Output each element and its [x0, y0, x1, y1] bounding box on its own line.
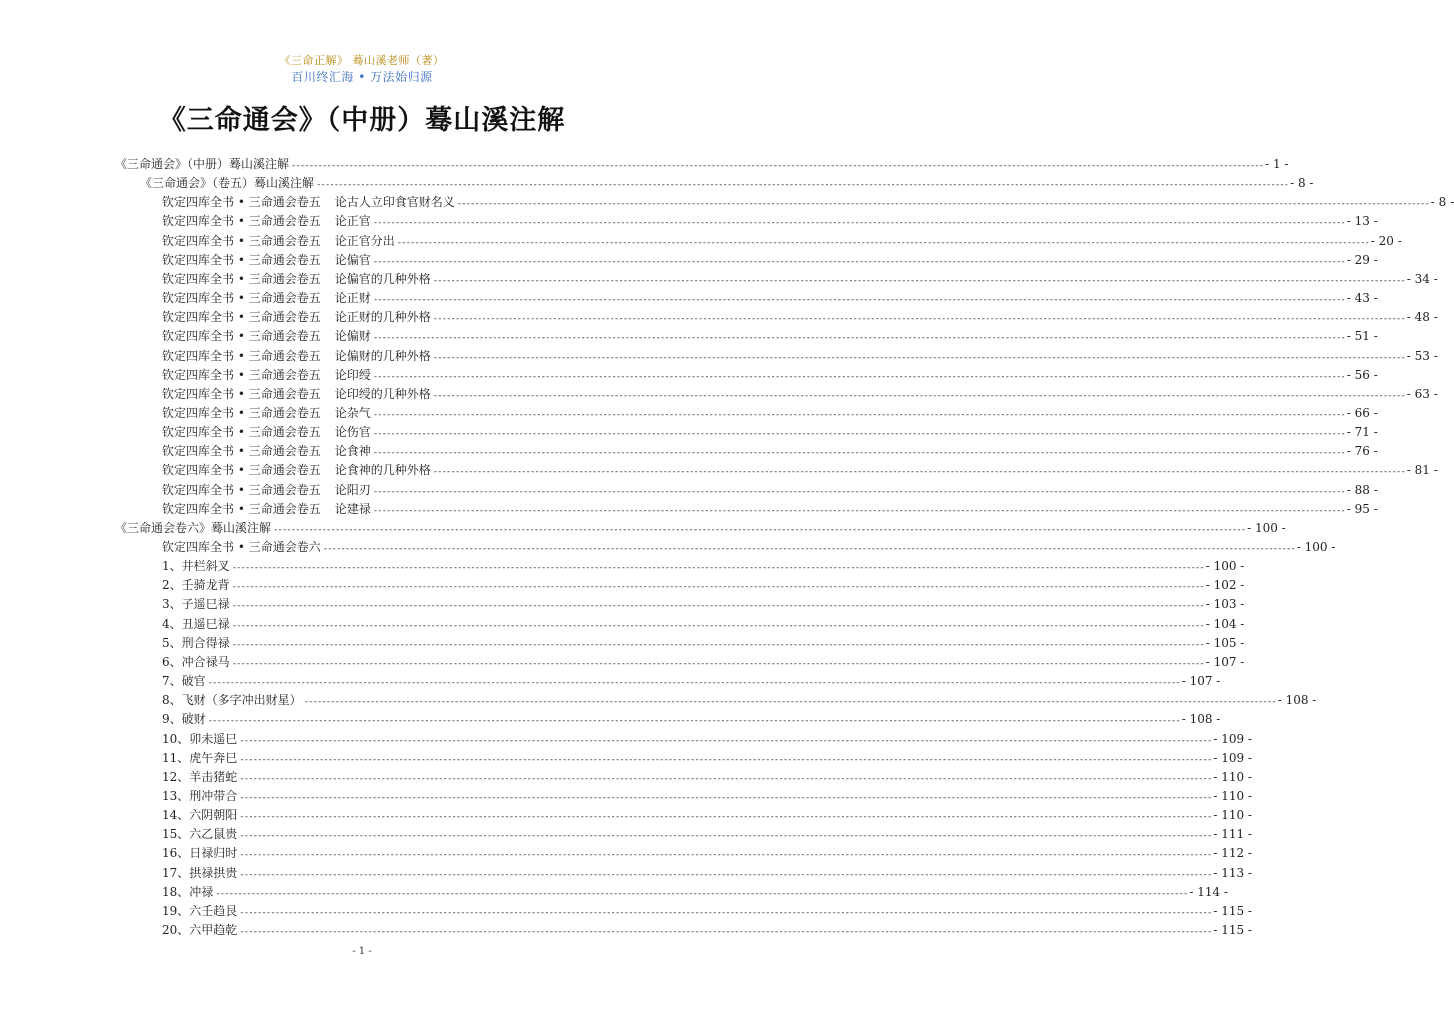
- toc-entry[interactable]: [162, 481, 1378, 500]
- toc-entry-title: 19、六壬趋艮: [162, 903, 238, 918]
- toc-entry-title: 钦定四库全书 • 三命通会卷五: [162, 482, 321, 497]
- toc-entry-title: 8、飞财（多字冲出财星）: [162, 693, 302, 708]
- toc-leader-dashes: ----------------------------------------------------------------------------------------------------------------------------------------------------------------------------------------------------------------------------: [372, 371, 1345, 382]
- toc-entry-title: 20、六甲趋乾: [162, 923, 238, 937]
- toc-entry-title: 11、虎午奔巳: [162, 750, 238, 765]
- toc-entry[interactable]: [162, 634, 1245, 653]
- toc-entry-title: 3、子遥巳禄: [162, 597, 230, 612]
- toc-entry-page-number: - 114 -: [1189, 884, 1228, 899]
- toc-leader-dashes: ----------------------------------------------------------------------------------------------------------------------------------------------------------------------------------------------------------------------------: [231, 620, 1204, 631]
- toc-entry-subtitle: 论古人立印食官财名义: [334, 195, 455, 210]
- toc-entry-subtitle: 论食神: [334, 444, 371, 459]
- toc-entry-page-number: - 53 -: [1406, 348, 1438, 363]
- toc-entry-title: 2、壬骑龙背: [162, 578, 230, 593]
- toc-entry[interactable]: [162, 825, 1252, 844]
- toc-leader-dashes: ----------------------------------------------------------------------------------------------------------------------------------------------------------------------------------------------------------------------------: [239, 792, 1212, 803]
- toc-entry[interactable]: [162, 347, 1438, 366]
- toc-leader-dashes: ----------------------------------------------------------------------------------------------------------------------------------------------------------------------------------------------------------------------------: [432, 275, 1405, 286]
- toc-entry-title: 钦定四库全书 • 三命通会卷五: [162, 425, 321, 440]
- toc-entry-page-number: - 108 -: [1277, 693, 1317, 708]
- toc-entry[interactable]: [162, 844, 1252, 863]
- toc-leader-dashes: ----------------------------------------------------------------------------------------------------------------------------------------------------------------------------------------------------------------------------: [239, 812, 1212, 823]
- toc-entry[interactable]: [162, 193, 1454, 212]
- toc-leader-dashes: ----------------------------------------------------------------------------------------------------------------------------------------------------------------------------------------------------------------------------: [316, 180, 1289, 191]
- toc-entry[interactable]: [162, 442, 1378, 461]
- toc-entry-subtitle: 论杂气: [334, 405, 371, 420]
- toc-entry-page-number: - 88 -: [1346, 482, 1378, 497]
- toc-entry-page-number: - 95 -: [1346, 501, 1378, 516]
- toc-entry-page-number: - 66 -: [1346, 405, 1378, 420]
- toc-entry[interactable]: [162, 615, 1245, 634]
- toc-entry-page-number: - 13 -: [1346, 214, 1378, 229]
- toc-entry[interactable]: [162, 327, 1378, 346]
- toc-entry[interactable]: [162, 212, 1378, 231]
- toc-entry-subtitle: 论阳刃: [334, 482, 371, 497]
- toc-entry[interactable]: [162, 232, 1402, 251]
- toc-entry[interactable]: [162, 576, 1245, 595]
- toc-entry-page-number: - 100 -: [1247, 520, 1286, 535]
- toc-leader-dashes: ----------------------------------------------------------------------------------------------------------------------------------------------------------------------------------------------------------------------------: [291, 161, 1264, 171]
- toc-entry-title: 钦定四库全书 • 三命通会卷五: [162, 405, 321, 420]
- toc-entry-title: 钦定四库全书 • 三命通会卷五: [162, 329, 321, 344]
- toc-entry-page-number: - 115 -: [1213, 923, 1252, 937]
- toc-entry-title: 5、刑合得禄: [162, 635, 230, 650]
- toc-entry-subtitle: 论正官分出: [334, 233, 395, 248]
- toc-entry-page-number: - 34 -: [1406, 271, 1438, 286]
- toc-entry-title: 《三命通会》（卷五）蓦山溪注解: [140, 176, 315, 191]
- toc-leader-dashes: ----------------------------------------------------------------------------------------------------------------------------------------------------------------------------------------------------------------------------: [372, 409, 1345, 420]
- toc-entry[interactable]: [162, 423, 1378, 442]
- toc-entry-page-number: - 111 -: [1213, 827, 1252, 842]
- toc-leader-dashes: ----------------------------------------------------------------------------------------------------------------------------------------------------------------------------------------------------------------------------: [239, 850, 1212, 861]
- toc-leader-dashes: ----------------------------------------------------------------------------------------------------------------------------------------------------------------------------------------------------------------------------: [303, 697, 1276, 708]
- toc-entry[interactable]: [162, 672, 1221, 691]
- toc-entry-page-number: - 29 -: [1346, 252, 1378, 267]
- toc-entry[interactable]: [162, 404, 1378, 423]
- toc-leader-dashes: ----------------------------------------------------------------------------------------------------------------------------------------------------------------------------------------------------------------------------: [432, 314, 1405, 325]
- toc-entry-page-number: - 108 -: [1181, 712, 1221, 727]
- toc-entry[interactable]: [162, 902, 1252, 921]
- toc-entry-subtitle: 论正财的几种外格: [334, 310, 431, 325]
- toc-leader-dashes: ----------------------------------------------------------------------------------------------------------------------------------------------------------------------------------------------------------------------------: [372, 218, 1345, 229]
- toc-entry-subtitle: 论偏财的几种外格: [334, 348, 431, 363]
- toc-leader-dashes: ----------------------------------------------------------------------------------------------------------------------------------------------------------------------------------------------------------------------------: [215, 888, 1188, 899]
- toc-leader-dashes: ----------------------------------------------------------------------------------------------------------------------------------------------------------------------------------------------------------------------------: [372, 256, 1345, 267]
- document-title: 《三命通会》（中册）蓦山溪注解: [158, 105, 566, 136]
- toc-leader-dashes: ----------------------------------------------------------------------------------------------------------------------------------------------------------------------------------------------------------------------------: [207, 678, 1180, 689]
- toc-leader-dashes: ----------------------------------------------------------------------------------------------------------------------------------------------------------------------------------------------------------------------------: [239, 869, 1212, 880]
- toc-entry-subtitle: 论印绶: [334, 367, 371, 382]
- toc-entry[interactable]: [162, 710, 1221, 729]
- toc-entry-page-number: - 100 -: [1205, 559, 1245, 574]
- toc-entry-title: 10、卯未遥巳: [162, 731, 238, 746]
- toc-leader-dashes: ----------------------------------------------------------------------------------------------------------------------------------------------------------------------------------------------------------------------------: [432, 467, 1405, 478]
- toc-entry-page-number: - 110 -: [1213, 808, 1252, 823]
- toc-entry-title: 《三命通会》（中册）蓦山溪注解: [115, 157, 290, 171]
- toc-entry-subtitle: 论印绶的几种外格: [334, 386, 431, 401]
- toc-entry[interactable]: [162, 308, 1438, 327]
- toc-entry-page-number: - 43 -: [1346, 291, 1378, 306]
- toc-entry[interactable]: [115, 155, 1289, 174]
- toc-entry[interactable]: [162, 921, 1252, 940]
- toc-leader-dashes: ----------------------------------------------------------------------------------------------------------------------------------------------------------------------------------------------------------------------------: [231, 582, 1204, 593]
- toc-entry-title: 13、刑冲带合: [162, 788, 238, 803]
- toc-leader-dashes: ----------------------------------------------------------------------------------------------------------------------------------------------------------------------------------------------------------------------------: [396, 237, 1369, 248]
- toc-entry-title: 钦定四库全书 • 三命通会卷五: [162, 252, 321, 267]
- toc-leader-dashes: ----------------------------------------------------------------------------------------------------------------------------------------------------------------------------------------------------------------------------: [239, 927, 1212, 937]
- toc-leader-dashes: ----------------------------------------------------------------------------------------------------------------------------------------------------------------------------------------------------------------------------: [372, 333, 1345, 344]
- toc-leader-dashes: ----------------------------------------------------------------------------------------------------------------------------------------------------------------------------------------------------------------------------: [239, 907, 1212, 918]
- running-header-book-author: 《三命正解》 蓦山溪老师（著）: [279, 54, 445, 67]
- toc-entry-page-number: - 51 -: [1346, 329, 1378, 344]
- toc-entry-title: 钦定四库全书 • 三命通会卷五: [162, 271, 321, 286]
- toc-leader-dashes: ----------------------------------------------------------------------------------------------------------------------------------------------------------------------------------------------------------------------------: [239, 773, 1212, 784]
- toc-entry[interactable]: [162, 385, 1438, 404]
- toc-entry-page-number: - 63 -: [1406, 386, 1438, 401]
- toc-entry-page-number: - 110 -: [1213, 788, 1252, 803]
- toc-entry-title: 钦定四库全书 • 三命通会卷五: [162, 291, 321, 306]
- toc-entry-page-number: - 102 -: [1205, 578, 1245, 593]
- toc-leader-dashes: ----------------------------------------------------------------------------------------------------------------------------------------------------------------------------------------------------------------------------: [432, 390, 1405, 401]
- toc-entry[interactable]: [162, 787, 1252, 806]
- toc-entry-page-number: - 48 -: [1406, 310, 1438, 325]
- toc-entry-title: 7、破官: [162, 674, 206, 689]
- toc-entry-page-number: - 107 -: [1205, 654, 1245, 669]
- toc-entry-page-number: - 20 -: [1370, 233, 1402, 248]
- toc-entry-subtitle: 论建禄: [334, 501, 371, 516]
- toc-entry-title: 12、羊击猪蛇: [162, 769, 238, 784]
- toc-entry-page-number: - 8 -: [1430, 195, 1454, 210]
- toc-entry-page-number: - 81 -: [1406, 463, 1438, 478]
- toc-entry[interactable]: [115, 519, 1286, 538]
- toc-entry[interactable]: [162, 691, 1317, 710]
- toc-entry-page-number: - 109 -: [1213, 731, 1252, 746]
- toc-entry-title: 钦定四库全书 • 三命通会卷五: [162, 386, 321, 401]
- toc-leader-dashes: ----------------------------------------------------------------------------------------------------------------------------------------------------------------------------------------------------------------------------: [456, 199, 1429, 210]
- toc-entry[interactable]: [162, 251, 1378, 270]
- toc-entry-title: 4、丑遥巳禄: [162, 616, 230, 631]
- toc-entry-subtitle: 论偏财: [334, 329, 371, 344]
- toc-entry-title: 钦定四库全书 • 三命通会卷五: [162, 214, 321, 229]
- toc-entry-page-number: - 109 -: [1213, 750, 1252, 765]
- toc-entry-subtitle: 论偏官的几种外格: [334, 271, 431, 286]
- toc-entry-page-number: - 115 -: [1213, 903, 1252, 918]
- toc-entry-page-number: - 112 -: [1213, 846, 1252, 861]
- toc-entry-title: 钦定四库全书 • 三命通会卷五: [162, 501, 321, 516]
- toc-leader-dashes: ----------------------------------------------------------------------------------------------------------------------------------------------------------------------------------------------------------------------------: [432, 352, 1405, 363]
- toc-entry[interactable]: [140, 174, 1314, 193]
- toc-entry-title: 16、日禄归时: [162, 846, 238, 861]
- toc-leader-dashes: ----------------------------------------------------------------------------------------------------------------------------------------------------------------------------------------------------------------------------: [239, 831, 1212, 842]
- toc-entry-title: 钦定四库全书 • 三命通会卷五: [162, 367, 321, 382]
- toc-entry-page-number: - 103 -: [1205, 597, 1245, 612]
- toc-entry-subtitle: 论正官: [334, 214, 371, 229]
- toc-entry-title: 6、冲合禄马: [162, 654, 230, 669]
- toc-entry-title: 15、六乙鼠贵: [162, 827, 238, 842]
- toc-entry-page-number: - 113 -: [1213, 865, 1252, 880]
- toc-entry-title: 钦定四库全书 • 三命通会卷五: [162, 463, 321, 478]
- toc-entry[interactable]: [162, 806, 1252, 825]
- toc-entry-page-number: - 107 -: [1181, 674, 1221, 689]
- toc-leader-dashes: ----------------------------------------------------------------------------------------------------------------------------------------------------------------------------------------------------------------------------: [273, 524, 1246, 535]
- toc-leader-dashes: ----------------------------------------------------------------------------------------------------------------------------------------------------------------------------------------------------------------------------: [372, 448, 1345, 459]
- toc-entry[interactable]: [162, 366, 1378, 385]
- toc-entry-page-number: - 56 -: [1346, 367, 1378, 382]
- toc-entry-subtitle: 论正财: [334, 291, 371, 306]
- toc-leader-dashes: ----------------------------------------------------------------------------------------------------------------------------------------------------------------------------------------------------------------------------: [372, 486, 1345, 497]
- toc-entry[interactable]: [162, 289, 1378, 308]
- toc-entry[interactable]: [162, 538, 1336, 557]
- toc-entry[interactable]: [162, 768, 1252, 787]
- toc-leader-dashes: ----------------------------------------------------------------------------------------------------------------------------------------------------------------------------------------------------------------------------: [239, 735, 1212, 746]
- toc-entry[interactable]: [162, 500, 1378, 519]
- toc-leader-dashes: ----------------------------------------------------------------------------------------------------------------------------------------------------------------------------------------------------------------------------: [322, 544, 1295, 554]
- toc-entry[interactable]: [162, 864, 1252, 883]
- toc-entry[interactable]: [162, 883, 1228, 902]
- toc-entry[interactable]: [162, 730, 1252, 749]
- toc-entry-title: 钦定四库全书 • 三命通会卷五: [162, 310, 321, 325]
- toc-leader-dashes: ----------------------------------------------------------------------------------------------------------------------------------------------------------------------------------------------------------------------------: [207, 716, 1180, 727]
- toc-entry-title: 9、破财: [162, 712, 206, 727]
- toc-entry-title: 17、拱禄拱贵: [162, 865, 238, 880]
- toc-leader-dashes: ----------------------------------------------------------------------------------------------------------------------------------------------------------------------------------------------------------------------------: [231, 658, 1204, 669]
- toc-entry[interactable]: [162, 595, 1245, 614]
- toc-leader-dashes: ----------------------------------------------------------------------------------------------------------------------------------------------------------------------------------------------------------------------------: [231, 639, 1204, 650]
- toc-entry[interactable]: [162, 653, 1245, 672]
- toc-entry-page-number: - 1 -: [1265, 157, 1289, 171]
- toc-entry-title: 钦定四库全书 • 三命通会卷五: [162, 233, 321, 248]
- toc-entry-page-number: - 76 -: [1346, 444, 1378, 459]
- toc-entry-title: 1、井栏斜叉: [162, 559, 230, 574]
- toc-leader-dashes: ----------------------------------------------------------------------------------------------------------------------------------------------------------------------------------------------------------------------------: [239, 754, 1212, 765]
- toc-entry-subtitle: 论偏官: [334, 252, 371, 267]
- toc-entry[interactable]: [162, 749, 1252, 768]
- toc-entry-title: 钦定四库全书 • 三命通会卷六: [162, 540, 321, 554]
- toc-entry-title: 钦定四库全书 • 三命通会卷五: [162, 444, 321, 459]
- toc-entry-subtitle: 论食神的几种外格: [334, 463, 431, 478]
- toc-leader-dashes: ----------------------------------------------------------------------------------------------------------------------------------------------------------------------------------------------------------------------------: [372, 429, 1345, 440]
- toc-entry-subtitle: 论伤官: [334, 425, 371, 440]
- toc-entry-page-number: - 105 -: [1205, 635, 1245, 650]
- toc-entry[interactable]: [162, 270, 1438, 289]
- page-number: - 1 -: [352, 946, 372, 957]
- toc-entry-title: 《三命通会卷六》蓦山溪注解: [115, 520, 272, 535]
- toc-entry-page-number: - 8 -: [1290, 176, 1314, 191]
- toc-entry[interactable]: [162, 461, 1438, 480]
- toc-leader-dashes: ----------------------------------------------------------------------------------------------------------------------------------------------------------------------------------------------------------------------------: [372, 505, 1345, 516]
- toc-entry-page-number: - 100 -: [1296, 540, 1336, 554]
- running-header-motto: 百川终汇海 • 万法始归源: [291, 70, 433, 84]
- toc-leader-dashes: ----------------------------------------------------------------------------------------------------------------------------------------------------------------------------------------------------------------------------: [372, 295, 1345, 306]
- toc-entry-title: 钦定四库全书 • 三命通会卷五: [162, 195, 321, 210]
- toc-entry-page-number: - 71 -: [1346, 425, 1378, 440]
- toc-leader-dashes: ----------------------------------------------------------------------------------------------------------------------------------------------------------------------------------------------------------------------------: [231, 601, 1204, 612]
- toc-entry-title: 14、六阴朝阳: [162, 808, 238, 823]
- toc-entry-title: 18、冲禄: [162, 884, 214, 899]
- toc-entry[interactable]: [162, 557, 1245, 576]
- toc-entry-page-number: - 104 -: [1205, 616, 1245, 631]
- toc-entry-title: 钦定四库全书 • 三命通会卷五: [162, 348, 321, 363]
- toc-entry-page-number: - 110 -: [1213, 769, 1252, 784]
- toc-leader-dashes: ----------------------------------------------------------------------------------------------------------------------------------------------------------------------------------------------------------------------------: [231, 563, 1204, 574]
